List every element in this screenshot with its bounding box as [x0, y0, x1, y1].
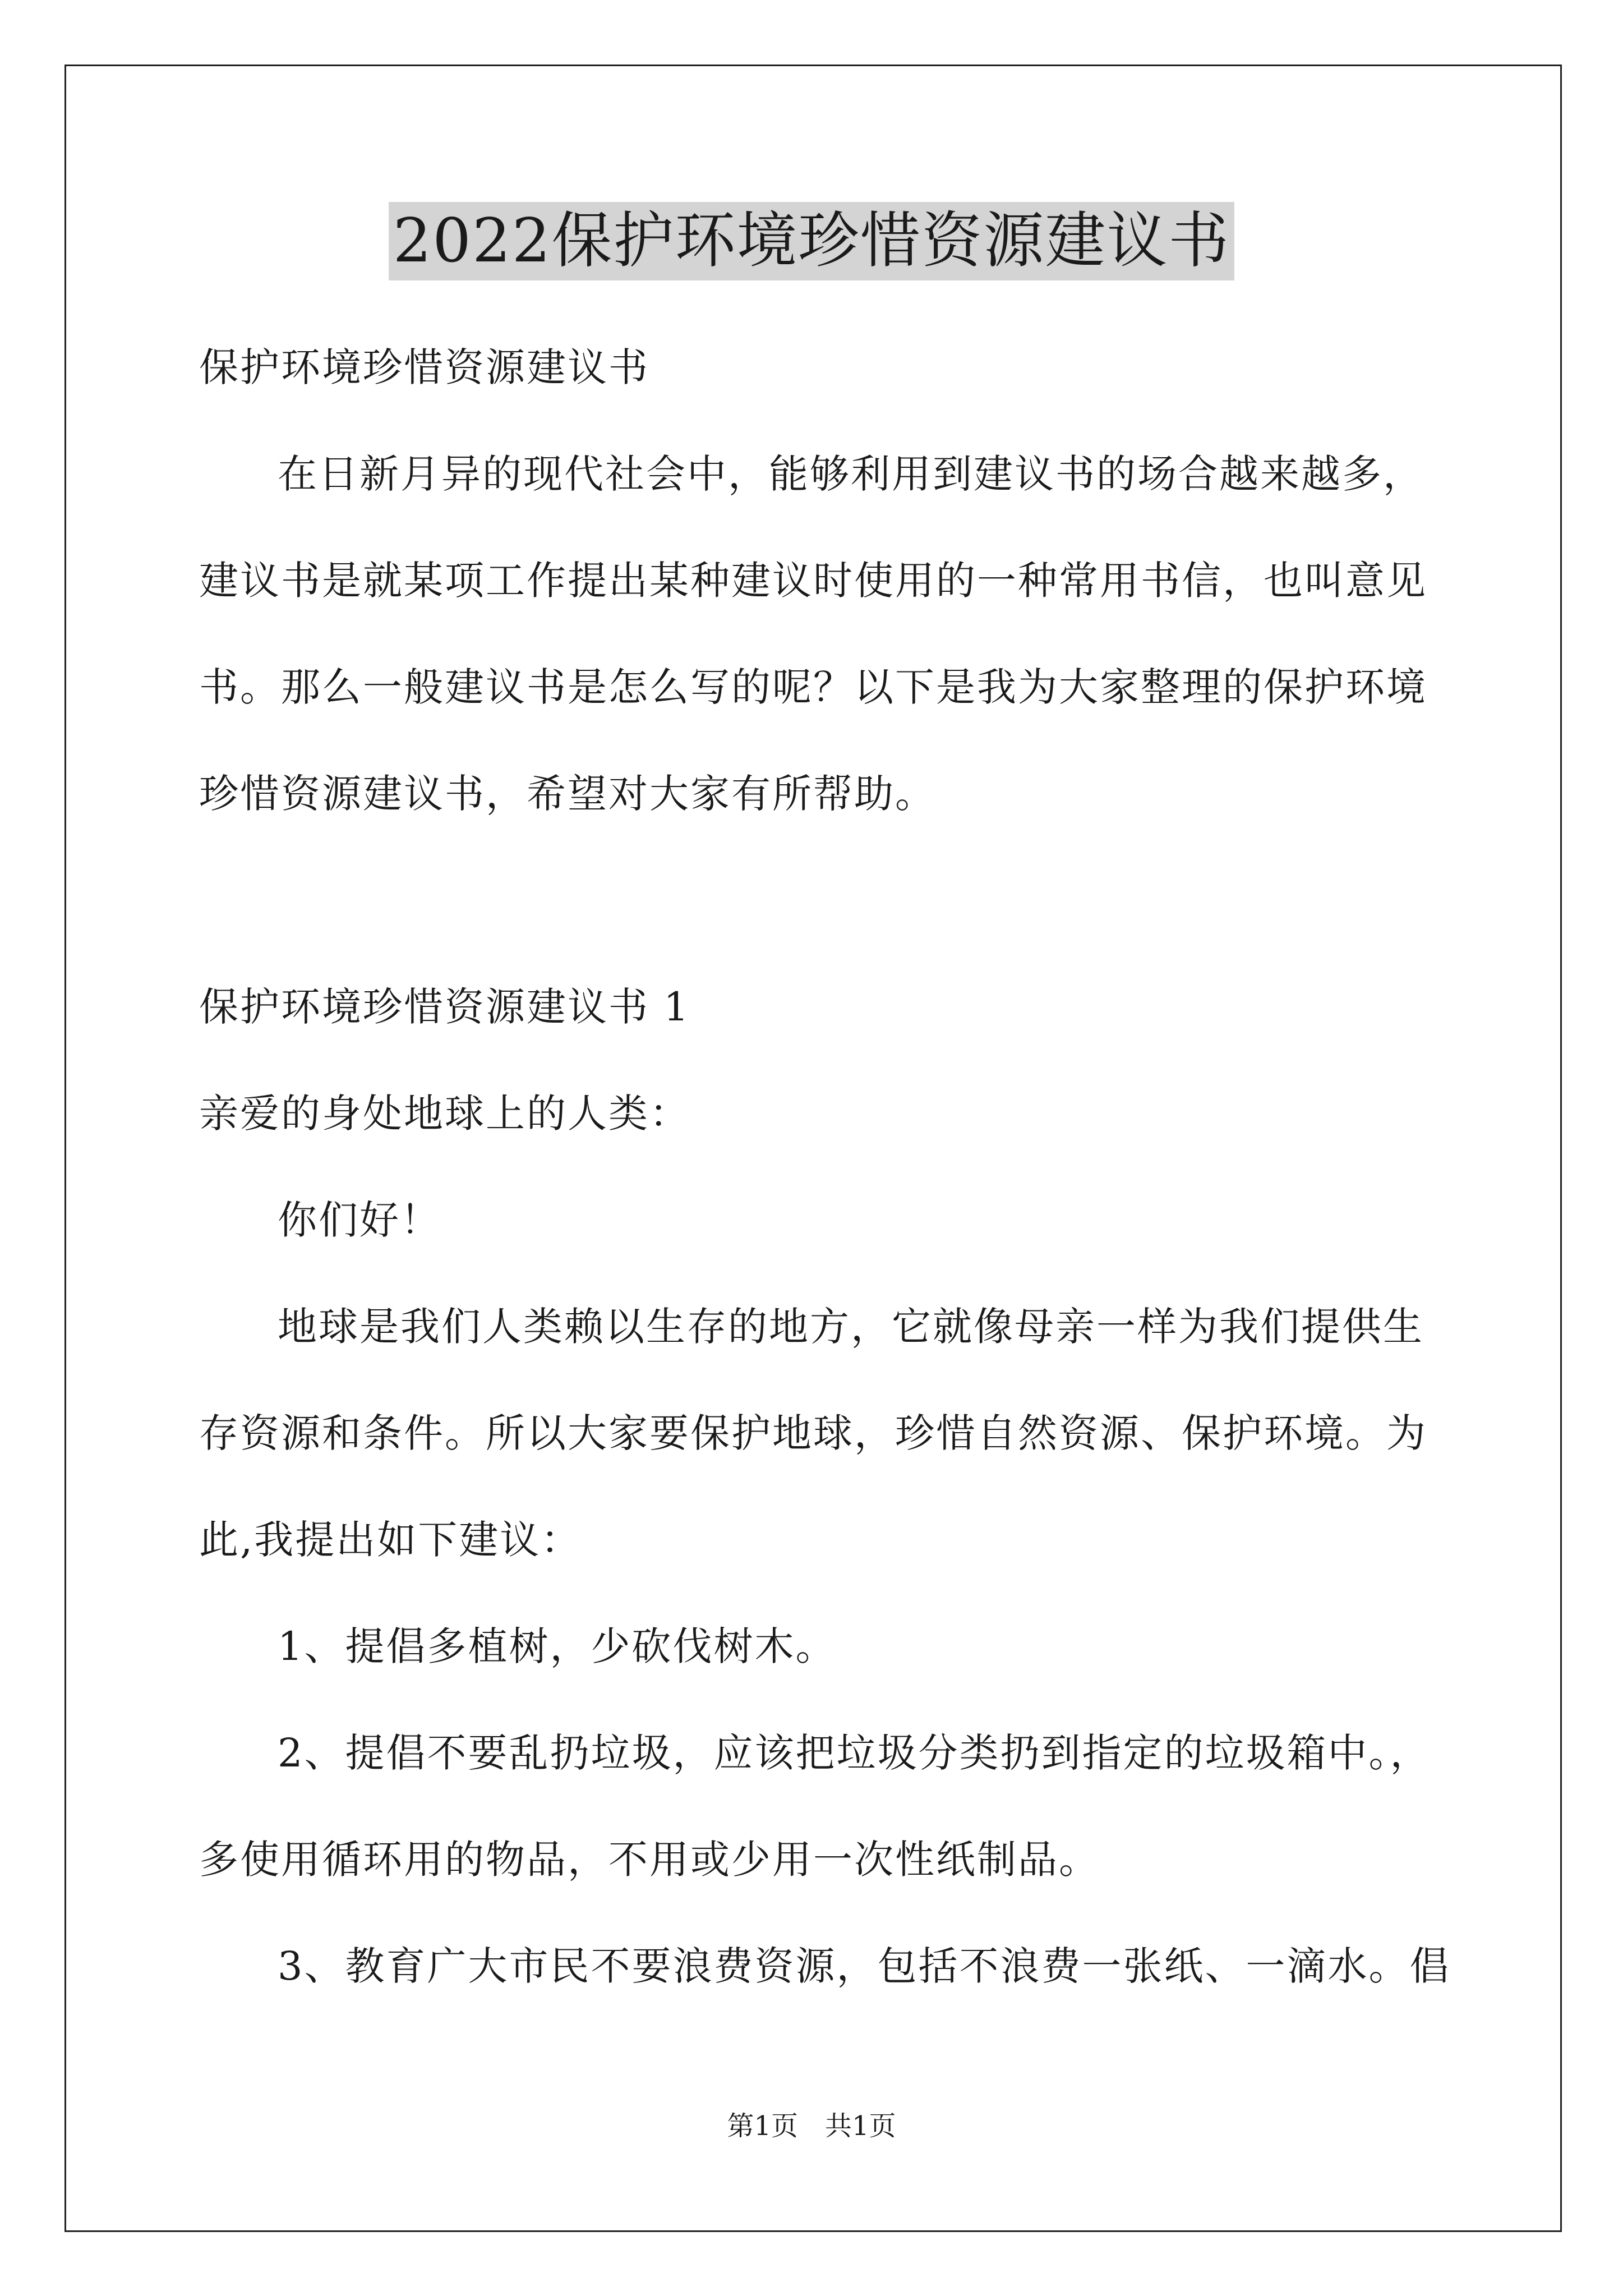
title-container [0, 202, 1623, 280]
intro-line: 建议书是就某项工作提出某种建议时使用的一种常用书信，也叫意见 [199, 558, 1427, 604]
subtitle: 保护环境珍惜资源建议书 [199, 344, 649, 390]
list-item-2-line: 多使用循环用的物品，不用或少用一次性纸制品。 [199, 1837, 1100, 1883]
intro-line: 书。那么一般建议书是怎么写的呢？以下是我为大家整理的保护环境 [199, 664, 1427, 710]
intro-line: 珍惜资源建议书，希望对大家有所帮助。 [199, 771, 936, 817]
list-item-2-line: 2、提倡不要乱扔垃圾，应该把垃圾分类扔到指定的垃圾箱中。， [278, 1730, 1431, 1776]
greeting: 你们好！ [278, 1197, 441, 1243]
page-footer [0, 2109, 1623, 2143]
list-item-1: 1、提倡多植树，少砍伐树木。 [278, 1623, 837, 1669]
list-item-3-line: 3、教育广大市民不要浪费资源，包括不浪费一张纸、一滴水。倡 [278, 1943, 1451, 1989]
intro-line: 在日新月异的现代社会中，能够利用到建议书的场合越来越多， [278, 451, 1424, 497]
document-title: 2022保护环境珍惜资源建议书 [389, 202, 1235, 280]
section-heading: 保护环境珍惜资源建议书 1 [199, 984, 690, 1030]
page-number: 第1页 共1页 [727, 2110, 896, 2142]
body-line: 地球是我们人类赖以生存的地方，它就像母亲一样为我们提供生 [278, 1304, 1424, 1350]
body-line: 此,我提出如下建议： [199, 1517, 582, 1563]
document-body [199, 314, 1451, 2019]
salutation: 亲爱的身处地球上的人类： [199, 1091, 690, 1137]
body-line: 存资源和条件。所以大家要保护地球，珍惜自然资源、保护环境。为 [199, 1410, 1427, 1456]
paragraph-gap [199, 847, 1433, 954]
